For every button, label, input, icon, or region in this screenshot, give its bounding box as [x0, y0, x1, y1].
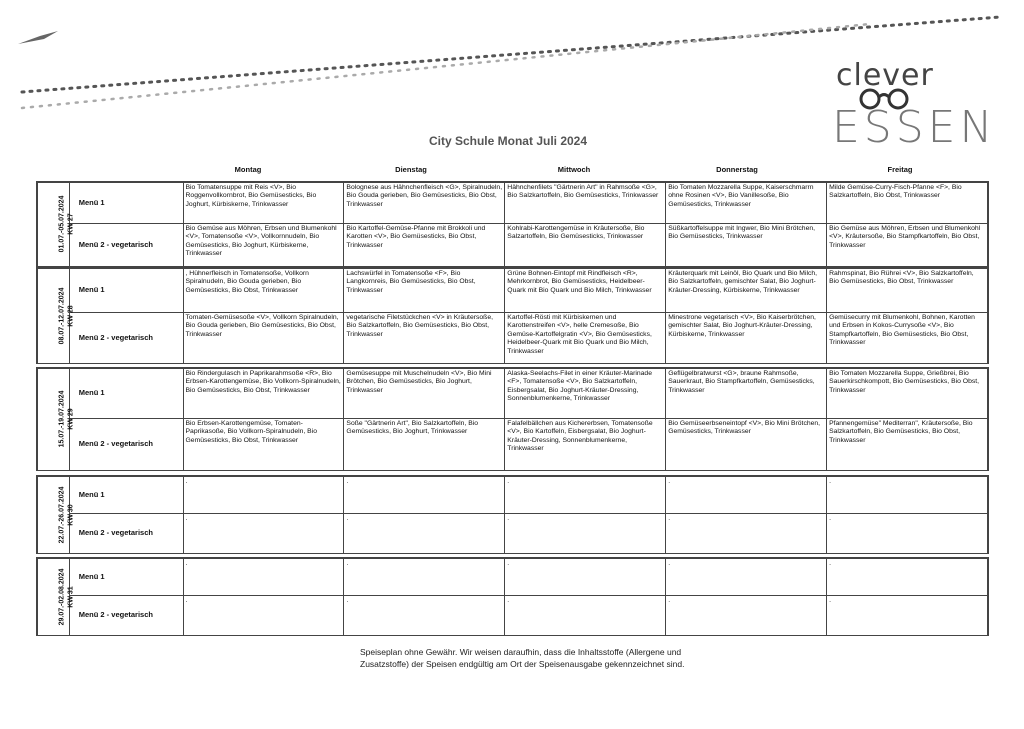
week-date-range: 08.07.-12.07.2024 — [58, 287, 66, 345]
meal-cell: Bio Gemüse aus Möhren, Erbsen und Blumenkohl <V>, Kräutersoße, Bio Stampfkartoffeln, Bio Obst, Trinkwasser — [827, 224, 988, 267]
week-date-range: 15.07.-19.07.2024 — [58, 390, 66, 448]
meal-cell: . — [344, 514, 505, 554]
week-number: KW 27 — [67, 213, 75, 236]
meal-cell: . — [344, 596, 505, 636]
meal-cell: Hähnchenfilets "Gärtnerin Art" in Rahmsoße <G>, Bio Salzkartoffeln, Bio Gemüsesticks, Trinkwasser — [505, 183, 666, 224]
clever-essen-logo: clever ESSEN — [832, 58, 997, 153]
meal-cell: . — [505, 477, 666, 514]
meal-cell: . — [344, 477, 505, 514]
week-block — [36, 557, 989, 636]
table-row — [38, 477, 988, 514]
table-row — [38, 514, 988, 554]
meal-cell: . — [183, 477, 344, 514]
week-block — [36, 267, 989, 364]
meal-cell: Bolognese aus Hähnchenfleisch <G>, Spiralnudeln, Bio Gouda gerieben, Bio Gemüsesticks, Bio Obst, Trinkwasser — [344, 183, 505, 224]
meal-cell: Bio Tomatensuppe mit Reis <V>, Bio Roggenvollkornbrot, Bio Gemüsesticks, Bio Joghurt, Kürbiskerne, Trinkwasser — [183, 183, 344, 224]
meal-cell: Kräuterquark mit Leinöl, Bio Quark und Bio Milch, Bio Salzkartoffeln, gemischter Salat, Bio Joghurt-Kräuter-Dressing, Kürbiskerne, Trinkwasser — [666, 269, 827, 313]
meal-cell: Grüne Bohnen-Eintopf mit Rindfleisch <R>, Mehrkornbrot, Bio Gemüsesticks, Heidelbeer-Quark mit Bio Quark und Bio Milch, Trinkwasser — [505, 269, 666, 313]
week-number: KW 29 — [67, 408, 75, 431]
meal-cell: Bio Rindergulasch in Paprikarahmsoße <R>, Bio Erbsen-Karottengemüse, Bio Vollkorn-Spiralnudeln, Bio Gemüsesticks, Bio Obst, Trinkwasser — [183, 369, 344, 419]
meal-cell: . — [505, 596, 666, 636]
meal-cell: Lachswürfel in Tomatensoße <F>, Bio Langkornreis, Bio Gemüsesticks, Bio Obst, Trinkwasser — [344, 269, 505, 313]
menu-label: Menü 1 — [69, 559, 183, 596]
meal-cell: . — [666, 596, 827, 636]
table-row — [38, 559, 988, 596]
page-title: City Schule Monat Juli 2024 — [428, 134, 588, 148]
meal-cell: Milde Gemüse-Curry-Fisch-Pfanne <F>, Bio Salzkartoffeln, Bio Obst, Trinkwasser — [827, 183, 988, 224]
menu-label: Menü 1 — [69, 369, 183, 419]
meal-cell: Bio Kartoffel-Gemüse-Pfanne mit Brokkoli und Karotten <V>, Bio Gemüsesticks, Bio Obst, Trinkwasser — [344, 224, 505, 267]
meal-cell: Bio Gemüse aus Möhren, Erbsen und Blumenkohl <V>, Tomatensoße <V>, Vollkornnudeln, Bio Gemüsesticks, Bio Joghurt, Kürbiskerne, Trinkwasser — [183, 224, 344, 267]
day-header-thursday: Donnerstag — [716, 165, 758, 174]
week-table — [37, 182, 988, 267]
meal-cell: Geflügelbratwurst <G>, braune Rahmsoße, Sauerkraut, Bio Stampfkartoffeln, Gemüsesticks, Trinkwasser — [666, 369, 827, 419]
week-block — [36, 475, 989, 554]
week-number: KW 31 — [67, 586, 75, 608]
disclaimer: Speiseplan ohne Gewähr. Wir weisen daraufhin, dass die Inhaltsstoffe (Allergene und Zusatzstoffe) der Speisen endgültig am Ort der Speisenausgabe gekennzeichnet sind. — [360, 647, 685, 669]
meal-cell: , Hühnerfleisch in Tomatensoße, Vollkorn Spiralnudeln, Bio Gouda gerieben, Bio Gemüsesticks, Bio Obst, Trinkwasser — [183, 269, 344, 313]
meal-cell: Gemüsecurry mit Blumenkohl, Bohnen, Karotten und Erbsen in Kokos-Currysoße <V>, Bio Stampfkartoffeln, Bio Gemüsesticks, Bio Obst, Trinkwasser — [827, 313, 988, 364]
week-label-cell — [38, 183, 75, 267]
meal-cell: . — [183, 559, 344, 596]
meal-cell: . — [183, 514, 344, 554]
day-header-friday: Freitag — [887, 165, 913, 174]
week-label-cell — [38, 559, 75, 636]
menu-label: Menü 2 - vegetarisch — [69, 596, 183, 636]
meal-cell: Bio Erbsen-Karottengemüse, Tomaten-Paprikasoße, Bio Vollkorn-Spiralnudeln, Bio Gemüsesticks, Bio Obst, Trinkwasser — [183, 419, 344, 471]
table-row — [38, 313, 988, 364]
week-block — [36, 367, 989, 471]
week-table — [37, 558, 988, 636]
meal-cell: . — [666, 514, 827, 554]
meal-cell: vegetarische Filetstückchen <V> in Kräutersoße, Bio Salzkartoffeln, Bio Gemüsesticks, Bio Obst, Trinkwasser — [344, 313, 505, 364]
table-row — [38, 183, 988, 224]
week-number: KW 28 — [67, 305, 75, 327]
day-header-tuesday: Dienstag — [395, 165, 427, 174]
meal-cell: Soße "Gärtnerin Art", Bio Salzkartoffeln, Bio Gemüsesticks, Bio Joghurt, Trinkwasser — [344, 419, 505, 471]
meal-cell: Bio Tomaten Mozzarella Suppe, Kaiserschmarrn ohne Rosinen <V>, Bio Vanillesoße, Bio Gemüsesticks, Trinkwasser — [666, 183, 827, 224]
meal-cell: Falafelbällchen aus Kichererbsen, Tomatensoße <V>, Bio Kartoffeln, Eisbergsalat, Bio Joghurt-Kräuter-Dressing, Sonnenblumenkerne, Trinkwasser — [505, 419, 666, 471]
meal-cell: Kohlrabi-Karottengemüse in Kräutersoße, Bio Salzartoffeln, Bio Gemüsesticks, Trinkwasser — [505, 224, 666, 267]
week-date-range: 29.07.-02.08.2024 — [58, 568, 66, 626]
table-row — [38, 269, 988, 313]
table-row — [38, 419, 988, 471]
menu-label: Menü 1 — [69, 477, 183, 514]
meal-cell: . — [344, 559, 505, 596]
meal-cell: . — [505, 559, 666, 596]
week-number: KW 30 — [67, 504, 75, 526]
meal-cell: . — [827, 596, 988, 636]
menu-label: Menü 2 - vegetarisch — [69, 514, 183, 554]
meal-cell: . — [827, 514, 988, 554]
meal-cell: Rahmspinat, Bio Rührei <V>, Bio Salzkartoffeln, Bio Gemüsesticks, Bio Obst, Trinkwasser — [827, 269, 988, 313]
week-table — [37, 476, 988, 554]
week-date-range: 01.07.-05.07.2024 — [58, 195, 66, 253]
meal-cell: . — [666, 559, 827, 596]
week-block — [36, 181, 989, 267]
week-date-range: 22.07.-26.07.2024 — [58, 486, 66, 544]
menu-label: Menü 2 - vegetarisch — [69, 313, 183, 364]
menu-label: Menü 2 - vegetarisch — [69, 224, 183, 267]
day-header-monday: Montag — [234, 165, 262, 174]
meal-cell: . — [666, 477, 827, 514]
meal-cell: Minestrone vegetarisch <V>, Bio Kaiserbrötchen, gemischter Salat, Bio Joghurt-Kräuter-Dressing, Kürbiskerne, Trinkwasser — [666, 313, 827, 364]
week-table — [37, 268, 988, 364]
table-row — [38, 596, 988, 636]
week-label-cell — [38, 369, 75, 471]
meal-cell: . — [505, 514, 666, 554]
week-table — [37, 368, 988, 471]
meal-cell: . — [827, 559, 988, 596]
meal-cell: Bio Gemüseerbseneintopf <V>, Bio Mini Brötchen, Gemüsesticks, Trinkwasser — [666, 419, 827, 471]
week-label-cell — [38, 269, 75, 364]
menu-label: Menü 2 - vegetarisch — [69, 419, 183, 471]
day-header-wednesday: Mittwoch — [557, 165, 591, 174]
meal-cell: Tomaten-Gemüsesoße <V>, Vollkorn Spiralnudeln, Bio Gouda gerieben, Bio Gemüsesticks, Bio Obst, Trinkwasser — [183, 313, 344, 364]
meal-cell: Bio Tomaten Mozzarella Suppe, Grießbrei, Bio Sauerkirschkompott, Bio Gemüsesticks, Bio Obst, Trinkwasser — [827, 369, 988, 419]
meal-cell: . — [183, 596, 344, 636]
meal-cell: Kartoffel-Rösti mit Kürbiskernen und Karottenstreifen <V>, helle Cremesoße, Bio Gemüse-Kartoffelgratin <V>, Bio Gemüsesticks, Heidelbeer-Quark mit Bio Quark und Bio Milch, Trinkwasser — [505, 313, 666, 364]
meal-cell: Gemüsesuppe mit Muschelnudeln <V>, Bio Mini Brötchen, Bio Gemüsesticks, Bio Joghurt, Trinkwasser — [344, 369, 505, 419]
table-row — [38, 224, 988, 267]
table-row — [38, 369, 988, 419]
menu-label: Menü 1 — [69, 269, 183, 313]
meal-cell: Süßkartoffelsuppe mit Ingwer, Bio Mini Brötchen, Bio Gemüsesticks, Trinkwasser — [666, 224, 827, 267]
menu-label: Menü 1 — [69, 183, 183, 224]
meal-cell: . — [827, 477, 988, 514]
week-label-cell — [38, 477, 75, 554]
meal-cell: Alaska-Seelachs-Filet in einer Kräuter-Marinade <F>, Tomatensoße <V>, Bio Salzkartoffeln, Eisbergsalat, Bio Joghurt-Kräuter-Dressing, Sonnenblumenkerne, Trinkwasser — [505, 369, 666, 419]
pencil-stroke-decoration — [18, 31, 58, 44]
meal-cell: Pfannengemüse" Mediterran", Kräutersoße, Bio Salzkartoffeln, Bio Gemüsesticks, Bio Obst, Trinkwasser — [827, 419, 988, 471]
